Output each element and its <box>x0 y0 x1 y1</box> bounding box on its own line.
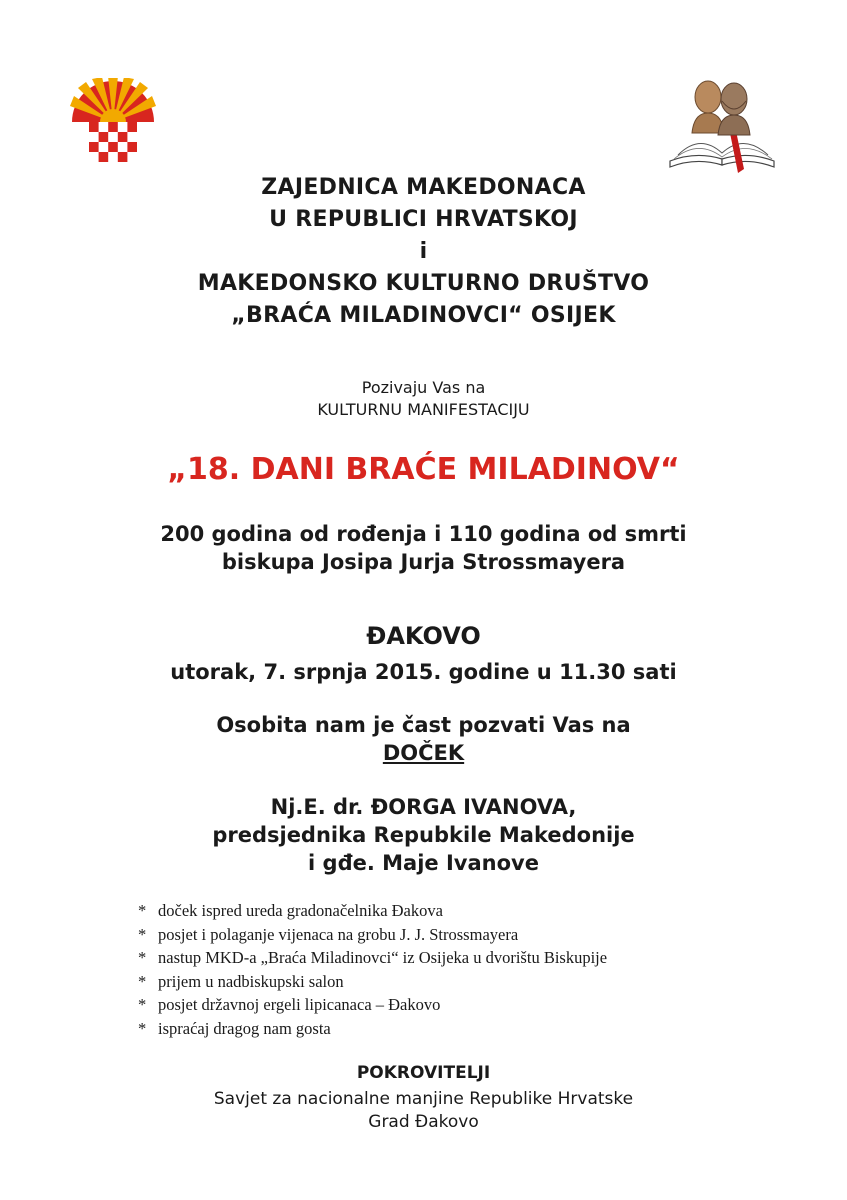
event-city: ĐAKOVO <box>366 622 481 650</box>
program-item: * prijem u nadbiskupski salon <box>138 970 778 994</box>
bullet-icon: * <box>138 948 147 967</box>
honor-line: Osobita nam je čast pozvati Vas na <box>216 713 631 737</box>
guest-line-2: predsjednika Repubkile Makedonije <box>212 823 635 847</box>
program-item: * nastup MKD-a „Braća Miladinovci“ iz Osijeka u dvorištu Biskupije <box>138 946 778 970</box>
guest-line-3: i gđe. Maje Ivanove <box>308 851 539 875</box>
event-title: „18. DANI BRAĆE MILADINOV“ <box>167 452 680 487</box>
program-item: * posjet i polaganje vijenaca na grobu J. J. Strossmayera <box>138 923 778 947</box>
program-item: * ispraćaj dragog nam gosta <box>138 1017 778 1041</box>
community-emblem-icon <box>70 78 156 162</box>
reception-heading-wrap <box>0 739 847 767</box>
reception-heading: DOČEK <box>382 741 465 765</box>
bullet-icon: * <box>138 971 147 991</box>
program-item: * posjet državnoj ergeli lipicanaca – Đakovo <box>138 993 778 1017</box>
program-list <box>138 899 778 1040</box>
event-datetime: utorak, 7. srpnja 2015. godine u 11.30 sati <box>170 660 677 684</box>
miladinov-busts-book-icon <box>664 73 782 173</box>
program-item: * doček ispred ureda gradonačelnika Đakova <box>138 899 778 923</box>
invite-line-1: Pozivaju Vas na <box>361 378 486 397</box>
event-subtitle-line-2: biskupa Josipa Jurja Strossmayera <box>221 550 626 574</box>
bullet-icon: * <box>138 924 147 944</box>
bullet-icon: * <box>138 1018 147 1038</box>
guest-line-1: Nj.E. dr. ĐORGA IVANOVA, <box>270 795 577 819</box>
organizer-line-2: U REPUBLICI HRVATSKOJ <box>269 207 578 232</box>
sponsor-line-2: Grad Đakovo <box>368 1112 479 1132</box>
organizer-conjunction: i <box>419 239 428 264</box>
bullet-icon: * <box>138 901 147 920</box>
organizer-line-3: MAKEDONSKO KULTURNO DRUŠTVO <box>197 271 650 296</box>
invite-line-2: KULTURNU MANIFESTACIJU <box>317 400 530 419</box>
sponsor-line-1: Savjet za nacionalne manjine Republike Hrvatske <box>213 1089 634 1109</box>
event-subtitle-line-1: 200 godina od rođenja i 110 godina od smrti <box>160 522 687 546</box>
organizer-line-4: „BRAĆA MILADINOVCI“ OSIJEK <box>231 303 616 328</box>
sponsors-heading: POKROVITELJI <box>356 1063 491 1083</box>
bullet-icon: * <box>138 995 147 1014</box>
organizer-line-1: ZAJEDNICA MAKEDONACA <box>261 175 586 200</box>
